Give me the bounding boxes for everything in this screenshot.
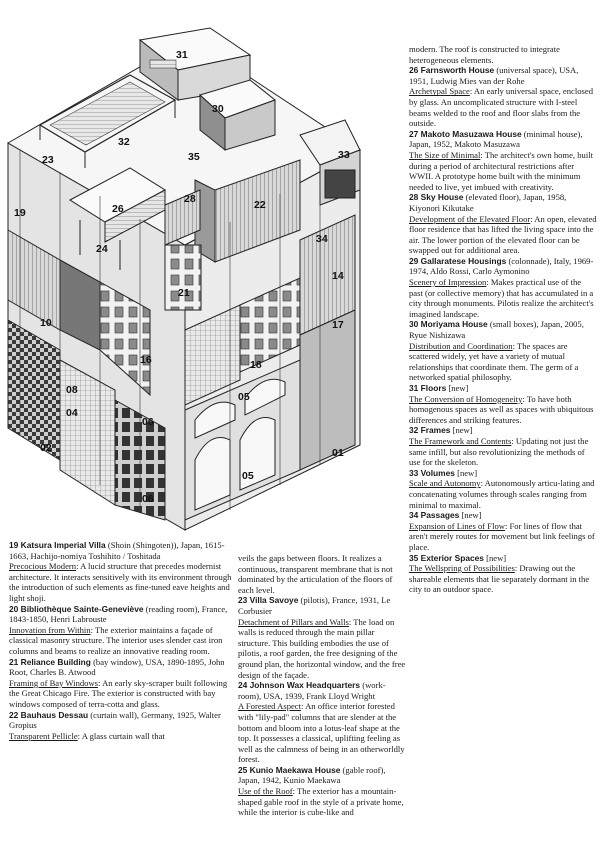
entry-title: 25 Kunio Maekawa House: [238, 764, 341, 775]
illustration-number-label: 23: [42, 154, 54, 166]
text-column-left: [9, 540, 239, 741]
entry-meta: (small boxes), Japan, 2005, Ryue Nishizawa: [409, 319, 584, 341]
entry-meta: (colonnade), Italy, 1969-1974, Aldo Rossi, Carlo Aymonino: [409, 255, 594, 277]
entry-body: : An open, elevated floor residence that has lifted the living space into the air. The lower portion of the elevated floor can be swapped out for additional area.: [409, 213, 597, 256]
entry-paragraph: [409, 129, 597, 193]
entry-body: : The exterior maintains a façade of classical masonry structure. The interior uses slender cast iron columns and beams to realize an innovative reading room.: [9, 624, 223, 656]
entry-body: : An office interior forested with "lily-pad" columns that are slender at the bottom and bloom into a lotus-leaf shape at the top. It possesses a classical, uplifting feeling as well as the calmness of being in an otherworldly forest.: [238, 701, 405, 765]
entry-meta: (work-room), USA, 1939, Frank Lloyd Wright: [238, 680, 386, 701]
illustration-number-label: 02: [40, 442, 52, 454]
entry-title: 20 Bibliothèque Sainte-Geneviève: [9, 603, 144, 614]
illustration-number-label: 01: [332, 447, 344, 459]
entry-concept: Precocious Modern: [9, 561, 77, 572]
entry-paragraph: [409, 192, 597, 256]
entry-concept: A Forested Aspect: [238, 701, 302, 712]
illustration-number-label: 26: [112, 203, 124, 215]
entry-meta: (curtain wall), Germany, 1925, Walter Gropius: [9, 709, 221, 731]
text-column-right: [409, 44, 597, 595]
entry-title: 19 Katsura Imperial Villa: [9, 540, 106, 550]
entry-paragraph: [409, 468, 597, 510]
illustration-number-label: 31: [176, 49, 188, 61]
entry-title: 29 Gallaratese Housings: [409, 255, 507, 266]
entry-paragraph: [238, 595, 406, 680]
entry-paragraph: [9, 657, 239, 710]
entry-paragraph: [9, 710, 239, 742]
entry-body: : A lucid structure that precedes modernist architecture. It interacts sensitively with its environment through the introduction of such elements as fine-tuned eave heights and light shoji.: [9, 561, 232, 603]
entry-body: : The spaces are scattered widely, yet have a variety of mutual relationships that coordinate them. The germ of a networked spatial philosophy.: [409, 340, 579, 383]
entry-title: 31 Floors: [409, 383, 447, 393]
illustration-number-label: 10: [40, 317, 52, 329]
entry-concept: Transparent Pellicle: [9, 730, 78, 741]
illustration-number-label: 30: [212, 103, 224, 115]
entry-title: 24 Johnson Wax Headquarters: [238, 680, 361, 691]
entry-body: : To have both homogenous spaces as well as spaces with ubiquitous differences and striking features.: [409, 393, 594, 425]
entry-body: : A glass curtain wall that: [77, 730, 165, 741]
entry-concept: Scenery of Impression: [409, 277, 487, 288]
illustration-number-label: 05: [238, 391, 250, 403]
entry-paragraph: [409, 553, 597, 595]
entry-paragraph: [238, 765, 406, 818]
illustration-number-label: 22: [254, 199, 266, 211]
entry-paragraph: [409, 425, 597, 467]
entry-concept: Scale and Autonomy: [409, 478, 481, 489]
entry-concept: Detachment of Pillars and Walls: [238, 616, 349, 627]
illustration-number-label: 06: [142, 416, 154, 428]
entry-title: 28 Sky House: [409, 192, 464, 203]
entry-title: 22 Bauhaus Dessau: [9, 709, 89, 720]
entry-title: 34 Passages: [409, 510, 460, 521]
entry-meta: [new]: [450, 425, 473, 436]
entry-body: : An early sky-scraper built following the Great Chicago Fire. The exterior is constructed with bay windows composed of terra-cotta and glass.: [9, 677, 228, 709]
entry-title: 26 Farnsworth House: [409, 65, 495, 76]
continued-paragraph: modern. The roof is constructed to integrate heterogeneous elements.: [409, 44, 560, 65]
entry-body: : The architect's own home, built during a period of architectural restrictions after WWII. A prototype home built with the minimum needed to live, yet imbued with creativity.: [409, 149, 593, 192]
illustration-number-label: 06: [142, 493, 154, 505]
continued-paragraph: veils the gaps between floors. It realizes a continuous, transparent membrane that is not dominated by the articulation of the floors of each level.: [238, 553, 393, 595]
entry-concept: Expansion of Lines of Flow: [409, 520, 505, 531]
entry-meta: (minimal house), Japan, 1952, Makoto Masuzawa: [409, 128, 583, 150]
entry-concept: The Wellspring of Possibilities: [409, 563, 515, 574]
entry-concept: Archetypal Space: [409, 86, 470, 97]
entry-body: : For lines of flow that aren't merely routes for movement but link feelings of place.: [409, 520, 595, 552]
entry-title: 33 Volumes: [409, 467, 455, 478]
illustration-number-label: 28: [184, 193, 196, 205]
entry-body: : Updating not just the same infill, but also revolutionizing the methods of use for the skeleton.: [409, 435, 589, 468]
illustration-number-label: 33: [338, 149, 350, 161]
entry-paragraph: [238, 680, 406, 765]
entry-concept: Innovation from Within: [9, 624, 91, 635]
entry-meta: (reading room), France, 1843-1850, Henri Labrouste: [9, 603, 228, 625]
entry-body: : Autonomously articu-lating and concatenating volumes through scales ranging from minimal to maximal.: [409, 478, 595, 510]
entry-concept: The Size of Minimal: [409, 149, 481, 160]
entry-paragraph: [409, 65, 597, 129]
entry-concept: Development of the Elevated Floor: [409, 213, 531, 224]
entry-concept: Distribution and Coordination: [409, 340, 513, 351]
illustration-number-label: 08: [66, 384, 78, 396]
entry-meta: (pilotis), France, 1931, Le Corbusier: [238, 595, 391, 616]
entry-paragraph: [409, 319, 597, 383]
illustration-number-label: 17: [332, 319, 344, 331]
illustration-number-label: 16: [140, 354, 152, 366]
isometric-building-illustration: [0, 0, 405, 535]
entry-concept: Framing of Bay Windows: [9, 677, 99, 688]
illustration-number-label: 32: [118, 136, 130, 148]
entry-concept: The Framework and Contents: [409, 435, 512, 446]
entry-meta: [new]: [454, 467, 478, 478]
illustration-number-label: 21: [178, 287, 190, 299]
entry-title: 23 Villa Savoye: [238, 595, 299, 606]
entry-meta: (bay window), USA, 1890-1895, John Root, Charles B. Atwood: [9, 656, 225, 678]
illustration-number-label: 34: [316, 233, 328, 245]
illustration-number-label: 35: [188, 151, 200, 163]
entry-concept: The Conversion of Homogeneity: [409, 393, 523, 404]
illustration-number-label: 04: [66, 407, 78, 419]
entry-body: : Drawing out the shareable elements that lie separately dormant in the city to an outdoor space.: [409, 563, 590, 595]
entry-title: 27 Makoto Masuzawa House: [409, 128, 522, 139]
entry-title: 35 Exterior Spaces: [409, 552, 484, 563]
entry-paragraph: [9, 540, 239, 604]
entry-meta: (Shoin (Shingoten)), Japan, 1615-1663, Hachijo-nomiya Toshihito / Toshitada: [9, 540, 225, 561]
illustration-number-label: 14: [332, 270, 344, 282]
illustration-number-label: 19: [14, 207, 26, 219]
entry-meta: [new]: [459, 510, 482, 521]
entry-concept: Use of the Roof: [238, 786, 293, 797]
entry-meta: (gable roof), Japan, 1942, Kunio Maekawa: [238, 764, 386, 786]
entry-meta: (elevated floor), Japan, 1958, Kiyonori Kikutake: [409, 192, 567, 213]
entry-body: : Makes practical use of the past (or collective memory) that has accumulated in a city through monuments. Pilotis realize the architect's imagined landscape.: [409, 277, 594, 319]
entry-paragraph: [409, 256, 597, 320]
entry-body: : The load on walls is reduced through the main pillar structure. This building embodies the use of pilotis, a roof garden, the free designing of the ground plan, the horizontal window, and the free design of the façade.: [238, 616, 406, 680]
entry-meta: [new]: [446, 383, 469, 393]
entry-body: : The exterior has a mountain-shaped gable roof in the style of a private home, while the interior is cube-like and: [238, 786, 404, 818]
text-column-middle: [238, 553, 406, 818]
illustration-number-label: 18: [250, 359, 262, 371]
illustration-number-label: 24: [96, 243, 108, 255]
entry-meta: [new]: [483, 552, 507, 563]
illustration-number-label: 05: [242, 470, 254, 482]
entry-title: 32 Frames: [409, 425, 451, 436]
entry-paragraph: [409, 383, 597, 425]
entry-title: 21 Reliance Building: [9, 656, 91, 667]
entry-meta: (universal space), USA, 1951, Ludwig Mies van der Rohe: [409, 65, 579, 86]
entry-paragraph: [9, 604, 239, 657]
entry-paragraph: [409, 510, 597, 552]
entry-body: : An early universal space, enclosed by glass. An uncomplicated structure with I-steel beams welded to the roof and floor slabs from the outside.: [409, 86, 593, 129]
entry-title: 30 Moriyama House: [409, 319, 488, 330]
